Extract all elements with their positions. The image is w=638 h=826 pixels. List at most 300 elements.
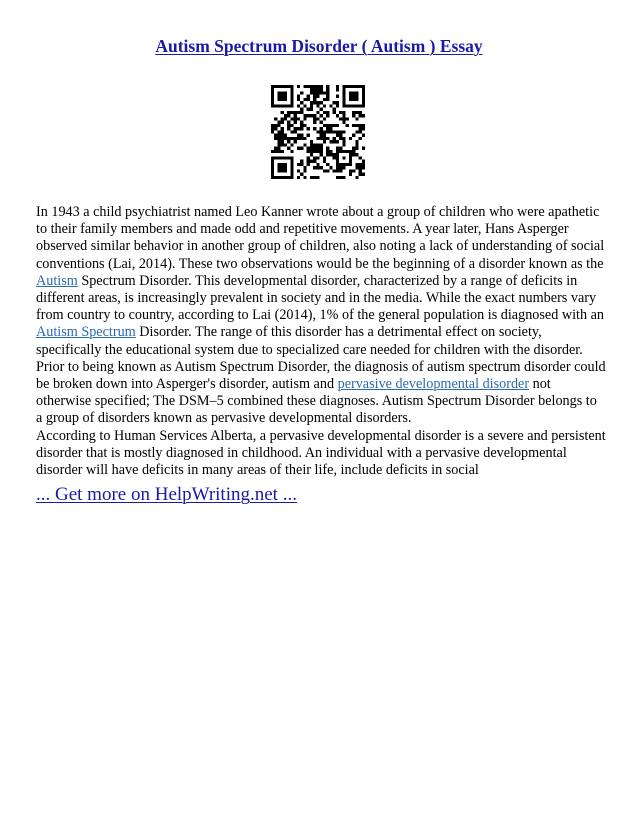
qr-module (284, 163, 287, 166)
qr-module (362, 104, 365, 107)
qr-module (310, 91, 313, 94)
qr-module (349, 137, 352, 140)
qr-module (362, 134, 365, 137)
qr-module (355, 98, 358, 101)
qr-module (310, 176, 313, 179)
qr-code-icon (271, 85, 365, 179)
qr-module (359, 137, 362, 140)
qr-module (297, 169, 300, 172)
qr-module (287, 176, 290, 179)
qr-module (352, 104, 355, 107)
qr-module (342, 166, 345, 169)
qr-module (355, 143, 358, 146)
qr-module (329, 130, 332, 133)
paragraph-1-text-b: Spectrum Disorder. This developmental disorder, characterized by a range of deficits in different areas, is increasingly prevalent in society and in the media. While the exact numbers vary from country to country, according to Lai (2014), 1% of the general population is diagnosed with an (36, 272, 605, 324)
qr-module (323, 104, 326, 107)
qr-module (355, 166, 358, 169)
qr-module (316, 130, 319, 133)
qr-module (352, 85, 355, 88)
qr-module (297, 137, 300, 140)
paragraph-3-text-a: According to Human Services Alberta, a pervasive developmental disorder is a severe and persistent disorder that is mostly diagnosed in childhood. An individual with a pervasive developmental disorder will have deficits in many areas of their life, include deficits in social (36, 427, 606, 479)
qr-module (310, 143, 313, 146)
qr-module (326, 95, 329, 98)
qr-module (326, 98, 329, 101)
qr-module (336, 150, 339, 153)
qr-module (316, 117, 319, 120)
qr-module (277, 121, 280, 124)
qr-module (355, 124, 358, 127)
qr-module (359, 156, 362, 159)
qr-module (303, 143, 306, 146)
qr-module (297, 111, 300, 114)
qr-module (281, 127, 284, 130)
qr-module (281, 130, 284, 133)
qr-module (271, 173, 274, 176)
qr-module (320, 121, 323, 124)
qr-module (352, 95, 355, 98)
qr-module (316, 156, 319, 159)
qr-module (342, 130, 345, 133)
qr-module (294, 114, 297, 117)
qr-module (333, 101, 336, 104)
qr-module (342, 114, 345, 117)
qr-module (313, 98, 316, 101)
qr-module (323, 160, 326, 163)
qr-module (274, 137, 277, 140)
paragraph-2 (36, 359, 606, 428)
qr-module (281, 117, 284, 120)
qr-module (300, 163, 303, 166)
qr-module (336, 130, 339, 133)
qr-module (355, 140, 358, 143)
qr-module (336, 104, 339, 107)
qr-module (277, 147, 280, 150)
qr-module (271, 150, 274, 153)
qr-module (329, 153, 332, 156)
qr-module (307, 98, 310, 101)
qr-module (290, 95, 293, 98)
qr-module (329, 166, 332, 169)
qr-module (320, 108, 323, 111)
qr-module (277, 140, 280, 143)
qr-module (277, 166, 280, 169)
qr-module (313, 114, 316, 117)
qr-module (271, 130, 274, 133)
qr-module (290, 143, 293, 146)
qr-module (342, 117, 345, 120)
qr-module (320, 101, 323, 104)
qr-module (274, 85, 277, 88)
qr-module (336, 124, 339, 127)
qr-module (346, 104, 349, 107)
qr-module (307, 134, 310, 137)
qr-module (336, 166, 339, 169)
qr-module (316, 104, 319, 107)
qr-module (313, 176, 316, 179)
qr-module (339, 117, 342, 120)
qr-module (339, 150, 342, 153)
qr-module (342, 95, 345, 98)
qr-module (355, 91, 358, 94)
qr-module (336, 85, 339, 88)
qr-module (355, 163, 358, 166)
qr-module (352, 153, 355, 156)
qr-module (307, 163, 310, 166)
paragraph-3 (36, 428, 606, 480)
qr-module (320, 137, 323, 140)
qr-module (281, 98, 284, 101)
qr-module (277, 169, 280, 172)
qr-module (290, 156, 293, 159)
qr-module (313, 117, 316, 120)
qr-module (284, 134, 287, 137)
qr-module (290, 98, 293, 101)
qr-module (355, 85, 358, 88)
qr-module (307, 150, 310, 153)
qr-module (297, 98, 300, 101)
qr-module (359, 85, 362, 88)
qr-module (352, 147, 355, 150)
qr-module (359, 114, 362, 117)
qr-module (320, 130, 323, 133)
qr-module (284, 95, 287, 98)
qr-module (333, 124, 336, 127)
qr-module (320, 153, 323, 156)
qr-module (274, 104, 277, 107)
qr-module (271, 91, 274, 94)
qr-module (284, 176, 287, 179)
qr-module (310, 140, 313, 143)
qr-module (277, 95, 280, 98)
qr-module (336, 169, 339, 172)
qr-module (287, 137, 290, 140)
qr-module (336, 134, 339, 137)
qr-module (290, 137, 293, 140)
qr-module (352, 98, 355, 101)
qr-module (355, 130, 358, 133)
qr-module (320, 147, 323, 150)
qr-module (329, 140, 332, 143)
qr-module (323, 134, 326, 137)
qr-module (359, 127, 362, 130)
qr-module (326, 111, 329, 114)
qr-module (316, 150, 319, 153)
qr-module (284, 143, 287, 146)
qr-module (346, 117, 349, 120)
qr-module (342, 143, 345, 146)
qr-module (313, 85, 316, 88)
qr-module (313, 101, 316, 104)
qr-code-graphic (271, 85, 365, 179)
qr-module (316, 111, 319, 114)
qr-module (313, 166, 316, 169)
qr-module (339, 134, 342, 137)
qr-module (362, 101, 365, 104)
qr-module (290, 124, 293, 127)
qr-module (333, 169, 336, 172)
qr-module (271, 163, 274, 166)
qr-module (274, 176, 277, 179)
qr-module (326, 147, 329, 150)
paragraph-1 (36, 204, 606, 359)
qr-module (271, 88, 274, 91)
paragraph-1-text-c: Disorder. The range of this disorder has a detrimental effect on society, specifically the educational system due to specialized care needed for children with the disorder. (36, 324, 583, 358)
qr-module (287, 114, 290, 117)
qr-module (307, 160, 310, 163)
qr-module (362, 124, 365, 127)
qr-module (362, 88, 365, 91)
qr-module (277, 85, 280, 88)
qr-module (352, 114, 355, 117)
qr-module (320, 91, 323, 94)
qr-module (287, 111, 290, 114)
qr-module (320, 166, 323, 169)
qr-module (284, 104, 287, 107)
qr-module (333, 156, 336, 159)
qr-module (336, 95, 339, 98)
qr-module (277, 124, 280, 127)
qr-module (326, 91, 329, 94)
qr-module (281, 140, 284, 143)
qr-module (349, 163, 352, 166)
qr-module (310, 150, 313, 153)
qr-module (326, 130, 329, 133)
qr-module (294, 140, 297, 143)
qr-module (336, 153, 339, 156)
qr-module (300, 91, 303, 94)
qr-module (339, 169, 342, 172)
qr-module (316, 137, 319, 140)
qr-module (310, 160, 313, 163)
qr-module (297, 104, 300, 107)
qr-module (352, 134, 355, 137)
qr-module (294, 137, 297, 140)
qr-module (320, 127, 323, 130)
qr-module (303, 176, 306, 179)
qr-module (274, 134, 277, 137)
qr-module (342, 137, 345, 140)
qr-module (307, 108, 310, 111)
qr-module (320, 88, 323, 91)
autism-spectrum-link[interactable]: Autism Spectrum (36, 324, 136, 341)
qr-module (316, 85, 319, 88)
paragraph-2-text-a: Prior to being known as Autism Spectrum Disorder, the diagnosis of autism spectrum disorder could be broken down into Asperger's disorder, autism and (36, 358, 606, 393)
qr-module (274, 150, 277, 153)
qr-module (333, 137, 336, 140)
qr-module (277, 91, 280, 94)
qr-module (339, 147, 342, 150)
qr-module (359, 130, 362, 133)
qr-module (316, 166, 319, 169)
qr-module (300, 160, 303, 163)
qr-module (323, 169, 326, 172)
qr-module (342, 104, 345, 107)
qr-module (313, 91, 316, 94)
qr-module (342, 91, 345, 94)
qr-module (339, 163, 342, 166)
qr-module (349, 173, 352, 176)
qr-module (310, 147, 313, 150)
qr-module (329, 150, 332, 153)
qr-module (281, 91, 284, 94)
qr-module (320, 114, 323, 117)
qr-module (287, 156, 290, 159)
qr-module (349, 98, 352, 101)
qr-module (316, 147, 319, 150)
qr-module (352, 150, 355, 153)
qr-module (362, 85, 365, 88)
qr-module (271, 127, 274, 130)
qr-module (326, 124, 329, 127)
qr-module (297, 176, 300, 179)
qr-module (290, 117, 293, 120)
qr-module (274, 147, 277, 150)
qr-module (326, 169, 329, 172)
qr-module (336, 140, 339, 143)
qr-module (274, 117, 277, 120)
qr-module (362, 127, 365, 130)
qr-module (346, 124, 349, 127)
get-more-link[interactable]: ... Get more on HelpWriting.net ... (36, 484, 297, 505)
qr-module (271, 156, 274, 159)
qr-module (297, 95, 300, 98)
qr-module (290, 173, 293, 176)
qr-module (336, 160, 339, 163)
qr-module (303, 166, 306, 169)
qr-module (313, 150, 316, 153)
qr-module (294, 127, 297, 130)
qr-module (313, 143, 316, 146)
qr-module (336, 88, 339, 91)
qr-module (290, 176, 293, 179)
qr-module (284, 117, 287, 120)
qr-module (281, 166, 284, 169)
qr-module (300, 124, 303, 127)
qr-module (271, 124, 274, 127)
qr-module (310, 85, 313, 88)
qr-module (300, 121, 303, 124)
qr-module (316, 143, 319, 146)
qr-module (297, 117, 300, 120)
pervasive-developmental-disorder-link[interactable]: pervasive developmental disorder (337, 376, 530, 393)
page-title[interactable]: Autism Spectrum Disorder ( Autism ) Essay (155, 36, 483, 56)
qr-module (284, 98, 287, 101)
qr-module (342, 88, 345, 91)
qr-module (284, 156, 287, 159)
qr-module (281, 111, 284, 114)
qr-module (281, 150, 284, 153)
qr-module (316, 91, 319, 94)
qr-module (349, 153, 352, 156)
qr-module (313, 95, 316, 98)
qr-module (313, 156, 316, 159)
qr-module (294, 111, 297, 114)
qr-module (300, 108, 303, 111)
qr-module (359, 124, 362, 127)
qr-module (287, 140, 290, 143)
autism-link[interactable]: Autism (36, 272, 78, 289)
qr-module (359, 169, 362, 172)
qr-module (277, 143, 280, 146)
qr-module (290, 104, 293, 107)
paragraph-2-text-b: not otherwise specified; The DSM–5 combined these diagnoses. Autism Spectrum Disorder belongs to a group of disorders known as pervasive developmental disorders. (36, 376, 597, 427)
qr-module (271, 85, 274, 88)
qr-module (274, 127, 277, 130)
qr-module (281, 137, 284, 140)
qr-module (342, 98, 345, 101)
qr-module (359, 173, 362, 176)
qr-module (294, 117, 297, 120)
qr-module (310, 101, 313, 104)
qr-module (271, 160, 274, 163)
qr-module (362, 147, 365, 150)
qr-module (355, 95, 358, 98)
qr-module (277, 137, 280, 140)
qr-module (323, 91, 326, 94)
qr-module (277, 104, 280, 107)
qr-module (284, 137, 287, 140)
qr-module (281, 156, 284, 159)
qr-module (339, 111, 342, 114)
qr-module (277, 130, 280, 133)
qr-module (281, 95, 284, 98)
qr-module (349, 150, 352, 153)
qr-module (284, 91, 287, 94)
qr-module (320, 143, 323, 146)
qr-module (297, 163, 300, 166)
qr-module (349, 169, 352, 172)
qr-module (352, 91, 355, 94)
qr-module (313, 121, 316, 124)
qr-module (290, 160, 293, 163)
qr-module (339, 130, 342, 133)
qr-module (333, 153, 336, 156)
qr-module (326, 153, 329, 156)
qr-module (297, 147, 300, 150)
qr-module (355, 111, 358, 114)
qr-module (277, 134, 280, 137)
qr-module (284, 85, 287, 88)
qr-module (310, 104, 313, 107)
qr-module (300, 111, 303, 114)
qr-module (274, 156, 277, 159)
qr-module (355, 176, 358, 179)
qr-module (271, 95, 274, 98)
qr-module (346, 150, 349, 153)
qr-module (290, 150, 293, 153)
qr-module (307, 156, 310, 159)
qr-module (320, 134, 323, 137)
qr-module (300, 134, 303, 137)
qr-module (290, 101, 293, 104)
qr-module (352, 169, 355, 172)
qr-module (352, 111, 355, 114)
qr-module (326, 114, 329, 117)
qr-module (316, 176, 319, 179)
qr-module (336, 147, 339, 150)
qr-module (333, 111, 336, 114)
qr-module (281, 104, 284, 107)
qr-module (297, 134, 300, 137)
qr-module (359, 166, 362, 169)
qr-module (303, 104, 306, 107)
qr-module (346, 163, 349, 166)
paragraph-1-text-a: In 1943 a child psychiatrist named Leo Kanner wrote about a group of children who were apathetic to their family members and made odd and repetitive movements. A year later, Hans Asperger observed similar behavior in another group of children, also noting a lack of understanding of social conventions (Lai, 2014). These two observations would be the beginning of a disorder known as the (36, 204, 605, 272)
qr-module (294, 130, 297, 133)
qr-module (290, 169, 293, 172)
qr-module (281, 176, 284, 179)
qr-module (303, 114, 306, 117)
